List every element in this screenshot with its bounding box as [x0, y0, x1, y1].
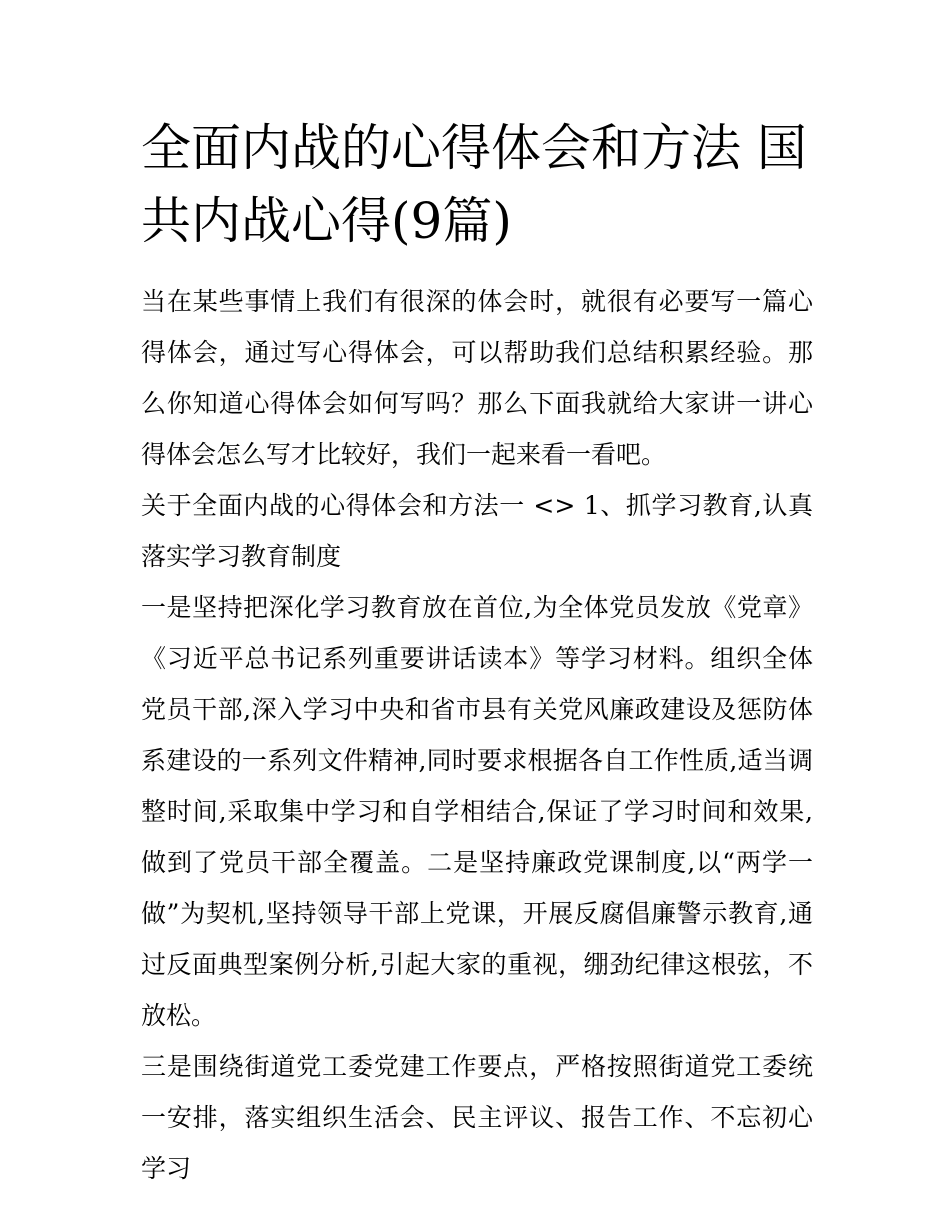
document-page	[141, 112, 813, 1194]
document-title: 全面内战的心得体会和方法 国共内战心得(9篇)	[141, 119, 807, 250]
body-paragraph: 一是坚持把深化学习教育放在首位,为全体党员发放《党章》《习近平总书记系列重要讲话读本》等学习材料。组织全体党员干部,深入学习中央和省市县有关党风廉政建设及惩防体系建设的一系列文件精神,同时要求根据各自工作性质,适当调整时间,采取集中学习和自学相结合,保证了学习时间和效果,做到了党员干部全覆盖。二是坚持廉政党课制度,以“两学一做”为契机,坚持领导干部上党课，开展反腐倡廉警示教育,通过反面典型案例分析,引起大家的重视，绷劲纪律这根弦，不放松。	[141, 593, 813, 1030]
intro-paragraph: 当在某些事情上我们有很深的体会时，就很有必要写一篇心得体会，通过写心得体会，可以帮助我们总结积累经验。那么你知道心得体会如何写吗？那么下面我就给大家讲一讲心得体会怎么写才比较好，我们一起来看一看吧。	[141, 287, 813, 469]
body-paragraph: 三是围绕街道党工委党建工作要点，严格按照街道党工委统一安排，落实组织生活会、民主评议、报告工作、不忘初心学习	[141, 1052, 813, 1183]
section-heading-paragraph: 关于全面内战的心得体会和方法一 <> 1、抓学习教育,认真落实学习教育制度	[141, 491, 813, 571]
